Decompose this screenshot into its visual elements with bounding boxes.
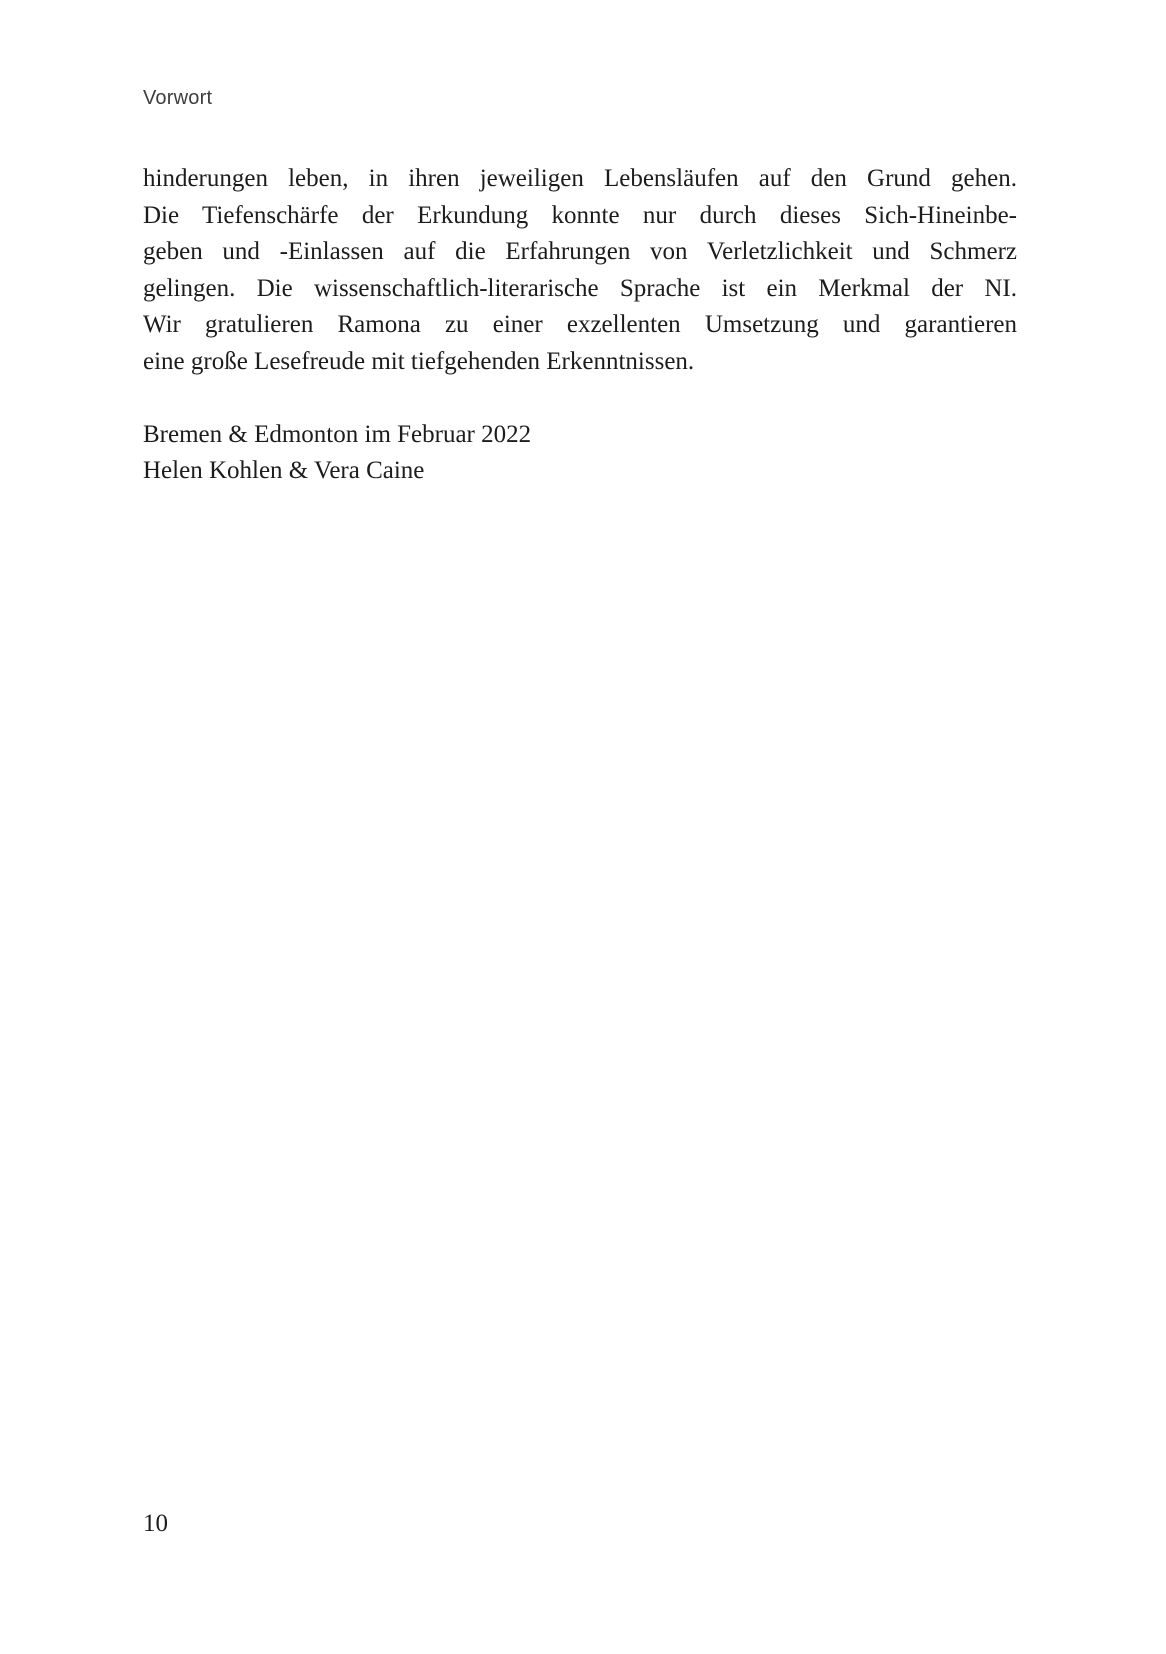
paragraph-line: gelingen. Die wissenschaftlich-literarische Sprache ist ein Merkmal der NI. [143, 274, 1017, 302]
paragraph-line: Wir gratulieren Ramona zu einer exzellenten Umsetzung und garantieren [143, 311, 1017, 338]
paragraph-line: geben und -Einlassen auf die Erfahrungen von Verletzlichkeit und Schmerz [143, 238, 1017, 265]
paragraph-line: hinderungen leben, in ihren jeweiligen Lebensläufen auf den Grund gehen. [143, 165, 1017, 192]
paragraph-line: eine große Lesefreude mit tiefgehenden Erkenntnissen. [143, 347, 695, 375]
paragraph-spacer [143, 380, 1017, 417]
main-text-block [143, 161, 1017, 490]
page-number: 10 [143, 1510, 168, 1537]
signature-place-date: Bremen & Edmonton im Februar 2022 [143, 420, 532, 448]
running-header: Vorwort [143, 87, 213, 109]
paragraph-line: Die Tiefenschärfe der Erkundung konnte nur durch dieses Sich-Hineinbe- [143, 201, 1017, 229]
signature-authors: Helen Kohlen & Vera Caine [143, 457, 425, 484]
